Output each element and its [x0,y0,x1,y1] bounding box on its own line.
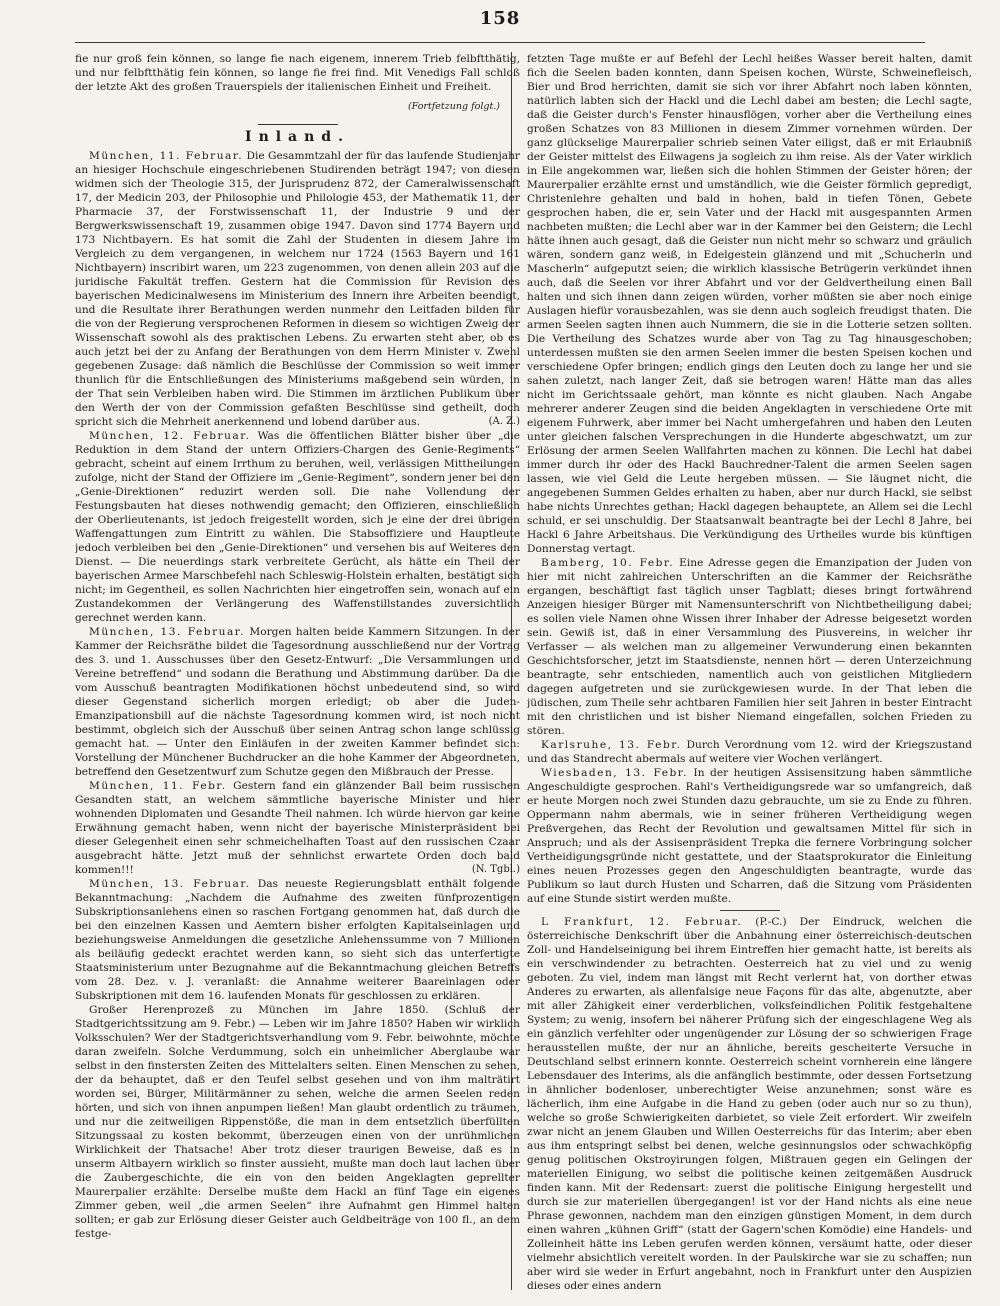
article-herenprozess-continued: fetzten Tage mußte er auf Befehl der Lechl heißes Wasser bereit halten, damit fich die Seelen baden konnten, dann Speisen kochen, Würste, Schweinefleisch, Bier und Brod herrichten, damit sie sich vor ihrer Abfahrt noch laben könnten, natürlich labten sich der Hackl und die Lechl dabei am besten; die Lechl sagte, daß die Geister durch's Fenster hinausflögen, vorher aber die Vertheilung eines großen Schatzes von 83 Millionen in diesem Zimmer vornehmen würden. Der ganz glückselige Maurerpalier schrieb seinen Vater eiligst, daß er mit Erlaubniß der Geister mittelst des Eilwagens ja sogleich zu ihm reise. Als der Vater wirklich in Eile angekommen war, ließen sich die hohlen Stimmen der Geister hören; der Maurerpalier erzählte ernst und umständlich, wie die Geister förmlich gepredigt, Christenlehre gehalten und bald in hohen, bald in tiefen Tönen, Gebete gesprochen haben, die er, sein Vater und der Hackl mit ausgespannten Armen nachbeten mußten; die Lechl aber war in der Kammer bei den Geistern; die Lechl hätte ihnen auch gesagt, daß die Geister nun nicht mehr so schwarz und gräulich wären, sondern ganz weiß, in Edelgestein glänzend und mit „Schucherln und Mascherln“ aufgeputzt seien; die wirklich klassische Betrügerin verkündet ihnen auch, daß die Seelen vor ihrer Abfahrt und vor der Geldvertheilung einen Ball halten und sich ihnen dann zeigen würden, vorher müßten sie aber noch einige Auslagen hiefür vorausbezahlen, was sie denn auch sogleich freudigst thaten. Die armen Seelen sagten ihnen auch Nummern, die sie in die Lotterie setzen sollten. Die Vertheilung des Schatzes wurde aber von Tag zu Tag hinausgeschoben; unterdessen mußten sie den armen Seelen immer die besten Speisen kochen und verschiedene Opfer bringen; endlich gings den Leuten doch zu lange her und sie sahen zuletzt, nach langer Zeit, daß sie betrogen waren! Hätte man das alles nicht im Gerichtssaale gehört, man könnte es nicht glauben. Nach Angabe mehrerer anderer Zeugen sind die beiden Angeklagten in verschiedene Orte mit eigenem Fuhrwerk, aber immer bei Nacht umhergefahren und haben den Leuten unter gleichen falschen Versprechungen in die Hunderte abgeschwatzt, um zur Erlösung der armen Seelen Wallfahrten machen zu können. Die Lechl hat dabei immer durch ihr oder des Hackl Bauchredner-Talent die armen Seelen sagen lassen, wie viel Geld die Leute hergeben müssen. — Sie läugnet nicht, die angegebenen Summen Geldes erhalten zu haben, aber nur durch Hackl, sie selbst habe nichts Unrechtes gethan; Hackl dagegen behauptete, an Allem sei die Lechl schuld, er sei unschuldig. Der Staatsanwalt beantragte bei der Lechl 8 Jahre, bei Hackl 6 Jahre Arbeitshaus. Die Verkündigung des Urtheiles wurde bis künftigen Donnerstag vertagt. [527,53,972,555]
article-text: Durch Verordnung vom 12. wird der Kriegszustand und das Standrecht abermals auf weitere vier Wochen verlängert. [527,739,972,765]
article-karlsruhe [527,738,972,766]
dateline: München, 12. Februar. [89,430,251,442]
dateline: München, 13. Februar. [89,626,246,638]
article-text: Gestern fand ein glänzender Ball beim russischen Gesandten statt, an welchem sämmtliche bayerische Minister und hier wohnenden Diplomaten und Gesandte Theil nahmen. Ich würde hiervon gar keine Erwähnung gemacht haben, wenn nicht der bayerische Ministerpräsident bei dieser Gelegenheit einen sehr schmeichelhaften Toast auf den russischen Czaar ausgebracht hätte. Jetzt muß der sehnlichst erwartete Orden doch bald kommen!!! [75,780,520,876]
continuation-note: (Fortfetzung folgt.) [407,101,500,112]
page-number: 158 [479,8,521,29]
article-frankfurt [527,915,972,1290]
article-muenchen-genie [75,429,520,625]
dateline: L Frankfurt, 12. Februar. [541,916,743,928]
article-text: (P.-C.) Der Eindruck, welchen die österreichische Denkschrift über die Anbahnung einer österreichisch-deutschen Zoll- und Handelseinigung bei ihrem Eintreffen hier gemacht hatte, ist bereits als ein verschwindender zu betrachten. Oesterreich hat zu viel und zu wenig geboten. Zu viel, indem man längst mit Recht verlernt hat, von dorther etwas Anderes zu erwarten, als allenfalsige neue Façons für das alte, abgenutzte, aber mit aller Zähigkeit einer verderblichen, volksfeindlichen Politik festgehaltene System; zu wenig, insofern bei näherer Prüfung sich der eingeschlagene Weg als ein gänzlich verfehlter oder ungenügender zur Lösung der so schwierigen Frage herausstellen mußte, der nur an ähnliche, bereits gescheiterte Versuche in Deutschland selbst erinnern konnte. Oesterreich scheint vornherein eine längere Lebensdauer des Interims, als die anfänglich bestimmte, oder dessen Fortsetzung in ähnlicher bodenloser, unberechtigter Weise anzunehmen; sonst wäre es lächerlich, ihm eine Aufgabe in die Hand zu geben (oder auch nur so zu thun), welche so große Schwierigkeiten darbietet, so viele Zeit erfordert. Wir zweifeln zwar nicht an jenem Glauben und Willen Oesterreichs für das Interim; aber eben aus ihm entspringt selbst bei denen, welche gesinnungslos oder schwachköpfig genug politischen Okstroyirungen folgen, Mißtrauen gegen ein Gelingen der materiellen Einigung, wo selbst die politische keinen zeitgemäßen Ausdruck finden kann. Mit der Redensart: zuerst die politische Einigung hergestellt und durch sie zur materiellen übergegangen! ist vor der Hand nichts als eine neue Phrase gewonnen, nachdem man den einzigen günstigen Moment, in dem durch einen wahren „kühnen Griff“ (statt der Gagern'schen Komödie) eine Handels- und Zolleinheit hätte ins Leben gerufen werden können, versäumt hatte, oder dieser vielmehr absichtlich vereitelt worden. In der Paulskirche war sie zu schaffen; nun aber wird sie weder in Erfurt angebahnt, noch in Frankfurt unter den Auspizien dieses oder eines andern [527,916,972,1290]
article-text: Was die öffentlichen Blätter bisher über „die Reduktion in dem Stand der untern Offiziers-Chargen des Genie-Regiments“ gebracht, scheint auf einem Irrthum zu beruhen, weil, verlässigen Mittheilungen zufolge, nicht der Stand der Offiziere im „Genie-Regiment“, sondern jener bei den „Genie-Direktionen“ reduzirt werden soll. Die nahe Vollendung der Festungsbauten hat dieses nothwendig gemacht; den Offizieren, einschließlich der Oberlieutenants, ist jedoch freigestellt worden, sich je eine der drei übrigen Waffengattungen zum Eintritt zu wählen. Die Stabsoffiziere und Hauptleute jedoch verbleiben bei den „Genie-Direktionen“ und versehen bis auf Weiteres den Dienst. — Die neuerdings stark verbreitete Gerücht, als hätte ein Theil der bayerischen Armee Marschbefehl nach Schleswig-Holstein erhalten, bestätigt sich nicht; im Gegentheil, es sollen Nachrichten hier eingetroffen sein, wonach auf ein Zustandekommen der Verlängerung des Waffenstillstandes zuversichtlich gerechnet werden kann. [75,430,520,624]
dateline: Bamberg, 10. Febr. [541,557,675,569]
article-bamberg [527,556,972,738]
article-text: Die Gesammtzahl der für das laufende Studienjahr an hiesiger Hochschule eingeschriebenen Studirenden beträgt 1947; von diesen widmen sich der Theologie 315, der Jurisprudenz 872, der Cameralwissenschaft 17, der Medicin 203, der Philosophie und Philologie 453, der Mathematik 11, der Pharmacie 37, der Forstwissenschaft 11, der Industrie 9 und der Bergwerkswissenschaft 19, zusammen obige 1947. Davon sind 1774 Bayern und 173 Nichtbayern. Es hat somit die Zahl der Studenten in diesem Jahre im Vergleich zu dem vergangenen, in welchem nur 1724 (1563 Bayern und 161 Nichtbayern) inscribirt waren, um 223 zugenommen, von denen allein 203 auf die juridische Fakultät treffen. Gestern hat die Commission für Revision des bayerischen Medicinalwesens im Ministerium des Innern ihre Arbeiten beendigt, und die Resultate ihrer Berathungen werden nunmehr den Leitfaden bilden für die von der Regierung versprochenen Reformen in diesem so wichtigen Zweig der Wissenschaft sowohl als des praktischen Lebens. Zu erwarten steht aber, ob es auch jetzt bei der zu Anfang der Berathungen von dem Herrn Minister v. Zwehl gegebenen Zusage: daß nämlich die Beschlüsse der Commission so weit immer thunlich für die Entschließungen des Ministeriums maßgebend sein würden, in der That sein Verbleiben haben wird. Die Stimmen im ärztlichen Publikum über den Werth der von der Commission gefaßten Beschlüsse sind getheilt, doch spricht sich die Mehrheit anerkennend und lobend darüber aus. [75,150,520,428]
header-rule [75,42,925,43]
article-text: In der heutigen Assisensitzung haben sämmtliche Angeschuldigte gesprochen. Rahl's Vertheidigungsrede war so umfangreich, daß er heute Morgen noch zwei Stunden dazu gebrauchte, um sie zu Ende zu führen. Oppermann nahm abermals, wie in seiner früheren Vertheidigung wegen Preßvergehen, das Recht der Revolution und gewaltsamen Mittel für sich in Anspruch; und als der Assisenpräsident Trepka die fernere Vorbringung solcher Vertheidigungsgründe nicht gestattete, und der Staatsprokurator die Einleitung eines neuen Prozesses gegen den Angeschuldigten beantragte, wurde das Publikum so laut durch Husten und Scharren, daß die Sitzung vom Präsidenten auf eine Stunde sistirt werden mußte. [527,767,972,905]
dateline: Karlsruhe, 13. Febr. [541,739,682,751]
article-muenchen-studenten [75,149,520,429]
intro-paragraph: fie nur groß fein können, so lange fie nach eigenem, innerem Trieb felbftthätig, und nur felbftthätig fein können, so lange fie frei find. Mit Venedigs Fall schloß der letzte Akt des großen Trauerspiels der italienischen Einheit und Freiheit. [75,53,520,93]
article-muenchen-ball [75,779,520,877]
article-text: Eine Adresse gegen die Emanzipation der Juden von hier mit nicht zahlreichen Unterschriften an die Kammer der Reichsräthe ergangen, beschäftigt fast täglich unser Tagblatt; dieses bringt fortwährend Anzeigen hiesiger Bürger mit Namensunterschrift von Nichtbetheiligung dabei; es sollen viele Namen ohne Wissen ihrer Inhaber der Adresse beigesetzt worden sein. Gewiß ist, daß in einer Versammlung des Piusvereins, in welcher ihr Verfasser — als welchen man zu allgemeiner Verwunderung einen bekannten Geschichtsforscher, jetzt im Staatsdienste, nennen hört — deren Unterzeichnung beantragte, sehr entschieden, namentlich auch von geistlichen Mitgliedern dagegen aufgetreten und sie zurückgewiesen wurde. In der That leben die jüdischen, zum Theile sehr achtbaren Familien hier seit Jahren in bester Eintracht mit den christlichen und ist bisher Niemand eingefallen, solchen Frieden zu stören. [527,557,972,737]
left-column [75,52,520,1290]
source-tag: (A. Z.) [488,416,520,427]
article-muenchen-kammern [75,625,520,779]
article-text: Morgen halten beide Kammern Sitzungen. In der Kammer der Reichsräthe bildet die Tagesordnung ausschließend nur der Vortrag des 3. und 1. Ausschusses über den Gesetz-Entwurf: „Die Versammlungen und Vereine betreffend“ und sodann die Berathung und Abstimmung darüber. Da die vom Ausschuß beantragten Modifikationen höchst unbedeutend sind, so wird dieser Gegenstand sicherlich morgen erledigt; ob aber die Juden-Emanzipationsbill auf die nächste Tagesordnung kommen wird, ist noch nicht bestimmt, obgleich sich der Ausschuß über seinen Antrag schon lange schlüssig gemacht hat. — Unter den Einläufen in der zweiten Kammer befindet sich: Vorstellung der Münchener Buchdrucker an die hohe Kammer der Abgeordneten, betreffend den Gesetzentwurf zum Schutze gegen den Mißbrauch der Presse. [75,626,520,778]
right-column [527,52,972,1290]
article-wiesbaden [527,766,972,906]
article-muenchen-regierungsblatt [75,877,520,1003]
article-text: Das neueste Regierungsblatt enthält folgende Bekanntmachung: „Nachdem die Aufnahme des zweiten fünfprozentigen Subskriptionsanlehens einen so raschen Fortgang genommen hat, daß durch die bei den einzelnen Kassen und Aemtern bisher erfolgten Kapitalseinlagen und beziehungsweise Anmeldungen die gesetzliche Anlehenssumme von 7 Millionen als beiläufig gedeckt erachtet werden kann, so sieht sich das unterfertigte Staatsministerium unter Bezugnahme auf die Bekanntmachung gleichen Betreffs vom 28. Dez. v. J. veranlaßt: die Annahme weiterer Baareinlagen oder Subskriptionen mit dem 16. laufenden Monats für geschlossen zu erklären. [75,878,520,1002]
section-title: Inland. [245,129,350,145]
article-herenprozess: Großer Herenprozeß zu München im Jahre 1850. (Schluß der Stadtgerichtssitzung am 9. Febr.) — Leben wir im Jahre 1850? Haben wir wirklich Volksschulen? Wer der Stadtgerichtsverhandlung vom 9. Febr. beiwohnte, möchte daran zweifeln. Solche Verdummung, solch ein unheimlicher Aberglaube war selbst in den finstersten Zeiten des Mittelalters selten. Einen Menschen zu sehen, der da behauptet, daß er den Teufel selbst gesehen und von ihm malträtirt worden sei, Bürger, Militärmänner zu sehen, welche die armen Seelen reden hörten, und sich von ihnen anpumpen ließen! Man glaubt ordentlich zu träumen, und nur die zeitweiligen Rippenstöße, die man in dem entsetzlich überfüllten Sitzungssaal zu kosten bekommt, überzeugen einen von der unrühmlichen Wirklichkeit der Thatsache! Aber trotz dieser traurigen Beweise, daß es in unserm Altbayern wirklich so finster aussieht, mußte man doch laut lachen über die Zaubergeschichte, die ein von den beiden Angeklagten geprellter Maurerpalier erzählte: Derselbe mußte dem Hackl an fünf Tage ein eigenes Zimmer geben, weil „die armen Seelen“ ihre Aufnahmt gen Himmel halten sollten; er gab zur Erlösung dieser Geister auch Geldbeiträge von 100 fl., an dem festge- [75,1004,520,1240]
article-separator [720,910,780,911]
dateline: München, 13. Februar. [89,878,251,890]
section-rule [258,124,338,125]
dateline: Wiesbaden, 13. Febr. [541,767,689,779]
source-tag: (N. Tgbl.) [471,864,520,875]
dateline: München, 11. Februar. [89,150,244,162]
dateline: München, 11. Febr. [89,780,227,792]
